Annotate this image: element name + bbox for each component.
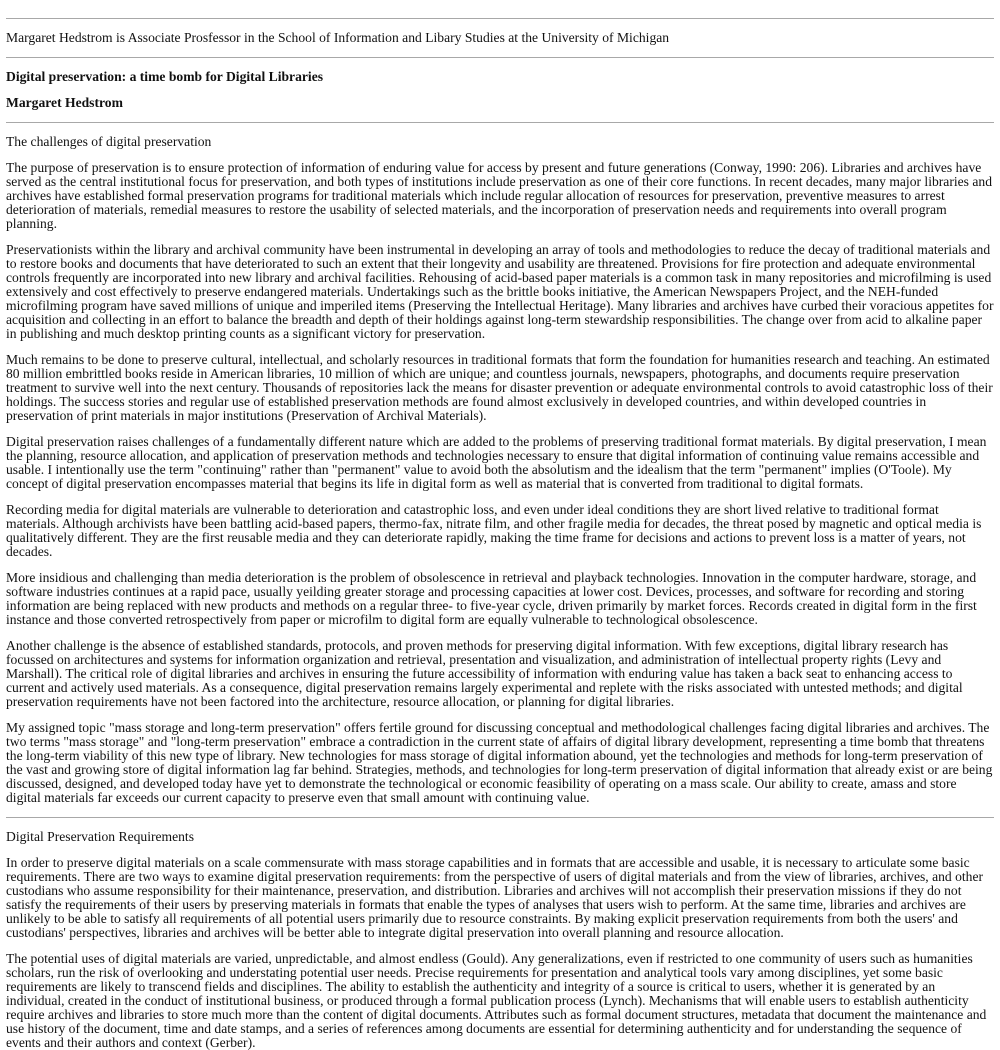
section-heading-challenges: The challenges of digital preservation [6,134,212,149]
paragraph: Another challenge is the absence of established standards, protocols, and proven methods for preserving digital information. With few exceptions, digital library research has focussed on architectures and systems for information organization and retrieval, presentation and visualization, and administration of intellectual property rights (Levy and Marshall). The critical role of digital libraries and archives in ensuring the future accessibility of information with enduring value has taken a back seat to enhancing access to current and actively used materials. As a consequence, digital preservation remains largely experimental and replete with the risks associated with untested methods; and digital preservation requirements have not been factored into the architecture, resource allocation, or planning for digital libraries. [6,638,963,709]
paragraph: In order to preserve digital materials on a scale commensurate with mass storage capabilities and in formats that are accessible and usable, it is necessary to articulate some basic requirements. There are two ways to examine digital preservation requirements: from the perspective of users of digital materials and from the view of libraries, archives, and other custodians who assume responsibility for their maintenance, preservation, and distribution. Libraries and archives will not accomplish their preservation missions if they do not satisfy the requirements of their users by preserving materials in formats that enable the types of analyses that users wish to perform. At the same time, libraries and archives are unlikely to be able to satisfy all requirements of all potential users primarily due to resource constraints. By making explicit preservation requirements from both the users' and custodians' perspectives, libraries and archives will be better able to integrate digital preservation into overall planning and resource allocation. [6,855,984,940]
author-note: Margaret Hedstrom is Associate Prosfessor in the School of Information and Libary Studies at the University of Michigan [6,30,670,45]
section-heading-requirements: Digital Preservation Requirements [6,829,195,844]
paragraph: More insidious and challenging than media deterioration is the problem of obsolescence in retrieval and playback technologies. Innovation in the computer hardware, storage, and software industries continues at a rapid pace, usually yeilding greater storage and processing capacities at lower cost. Devices, processes, and software for recording and storing information are being replaced with new products and methods on a regular three- to five-year cycle, driven primarily by market forces. Records created in digital form in the first instance and those converted retrospectively from paper or microfilm to digital form are equally vulnerable to technological obsolescence. [6,570,977,627]
divider [6,18,994,19]
divider [6,57,994,58]
paragraph: Preservationists within the library and archival community have been instrumental in developing an array of tools and methodologies to reduce the decay of traditional materials and to restore books and documents that have deteriorated to such an extent that their longevity and usability are threatened. Provisions for fire protection and adequate environmental controls frequently are incorporated into new library and archival facilities. Rehousing of acid-based paper materials is a common task in many repositories and microfilming is used extensively and cost effectively to preserve endangered materials. Undertakings such as the brittle books initiative, the American Newspapers Project, and the NEH-funded microfilming program have saved millions of unique and imperiled items (Preserving the Intellectual Heritage). Many libraries and archives have curbed their voracious appetites for acquisition and collecting in an effort to balance the breadth and depth of their holdings against long-term stewardship responsibilities. The change over from acid to alkaline paper in publishing and much desktop printing counts as a significant victory for preservation. [6,242,994,341]
article-title: Digital preservation: a time bomb for Digital Libraries [6,69,324,84]
paragraph: The potential uses of digital materials are varied, unpredictable, and almost endless (Gould). Any generalizations, even if restricted to one community of users such as humanities scholars, run the risk of overlooking and understating potential user needs. Precise requirements for presentation and analytical tools vary among disciplines, yet some basic requirements are likely to transcend fields and disciplines. The ability to establish the authenticity and integrity of a source is critical to users, whether it is generated by an individual, created in the conduct of institutional business, or produced through a formal publication process (Lynch). Mechanisms that will enable users to establish authenticity require archives and libraries to store much more than the content of digital documents. Attributes such as formal document structures, metadata that document the maintenance and use history of the document, time and date stamps, and a series of references among documents are essential for determining authenticity and for understanding the sequence of events and their authors and context (Gerber). [6,951,987,1050]
article-author: Margaret Hedstrom [6,95,123,110]
paragraph: The purpose of preservation is to ensure protection of information of enduring value for access by present and future generations (Conway, 1990: 206). Libraries and archives have served as the central institutional focus for preservation, and both types of institutions include preservation as one of their core functions. In recent decades, many major libraries and archives have established formal preservation programs for traditional materials which include regular allocation of resources for preservation, preventive measures to arrest deterioration of materials, remedial measures to restore the usability of selected materials, and the incorporation of preservation needs and requirements into overall program planning. [6,160,992,231]
divider [6,817,994,818]
paragraph: Much remains to be done to preserve cultural, intellectual, and scholarly resources in traditional formats that form the foundation for humanities research and teaching. An estimated 80 million embrittled books reside in American libraries, 10 million of which are unique; and countless journals, newspapers, photographs, and documents require preservation treatment to survive well into the next century. Thousands of repositories lack the means for disaster prevention or adequate environmental controls to avoid catastrophic loss of their holdings. The success stories and regular use of established preservation methods are found almost exclusively in developed countries, and within developed countries in preservation of print materials in major institutions (Preservation of Archival Materials). [6,352,993,423]
divider [6,122,994,123]
paragraph: My assigned topic "mass storage and long-term preservation" offers fertile ground for discussing conceptual and methodological challenges facing digital libraries and archives. The two terms "mass storage" and "long-term preservation" embrace a contradiction in the current state of affairs of digital library development, representing a time bomb that threatens the long-term viability of this new type of library. New technologies for mass storage of digital information abound, yet the technologies and methods for long-term preservation of the vast and growing store of digital information lag far behind. Strategies, methods, and technologies for long-term preservation of digital information that already exist or are being discussed, designed, and developed today have yet to demonstrate the technological or economic feasibility of operating on a mass scale. Our ability to create, amass and store digital materials far exceeds our current capacity to preserve even that small amount with continuing value. [6,720,993,805]
paragraph: Digital preservation raises challenges of a fundamentally different nature which are added to the problems of preserving traditional format materials. By digital preservation, I mean the planning, resource allocation, and application of preservation methods and technologies necessary to ensure that digital information of continuing value remains accessible and usable. I intentionally use the term "continuing" rather than "permanent" value to avoid both the absolutism and the idealism that the term "permanent" implies (O'Toole). My concept of digital preservation encompasses material that begins its life in digital form as well as material that is converted from traditional to digital formats. [6,434,987,491]
paragraph: Recording media for digital materials are vulnerable to deterioration and catastrophic loss, and even under ideal conditions they are short lived relative to traditional format materials. Although archivists have been battling acid-based papers, thermo-fax, nitrate film, and other fragile media for decades, the threat posed by magnetic and optical media is qualitatively different. They are the first reusable media and they can deteriorate rapidly, making the time frame for decisions and actions to prevent loss is a matter of years, not decades. [6,502,982,559]
